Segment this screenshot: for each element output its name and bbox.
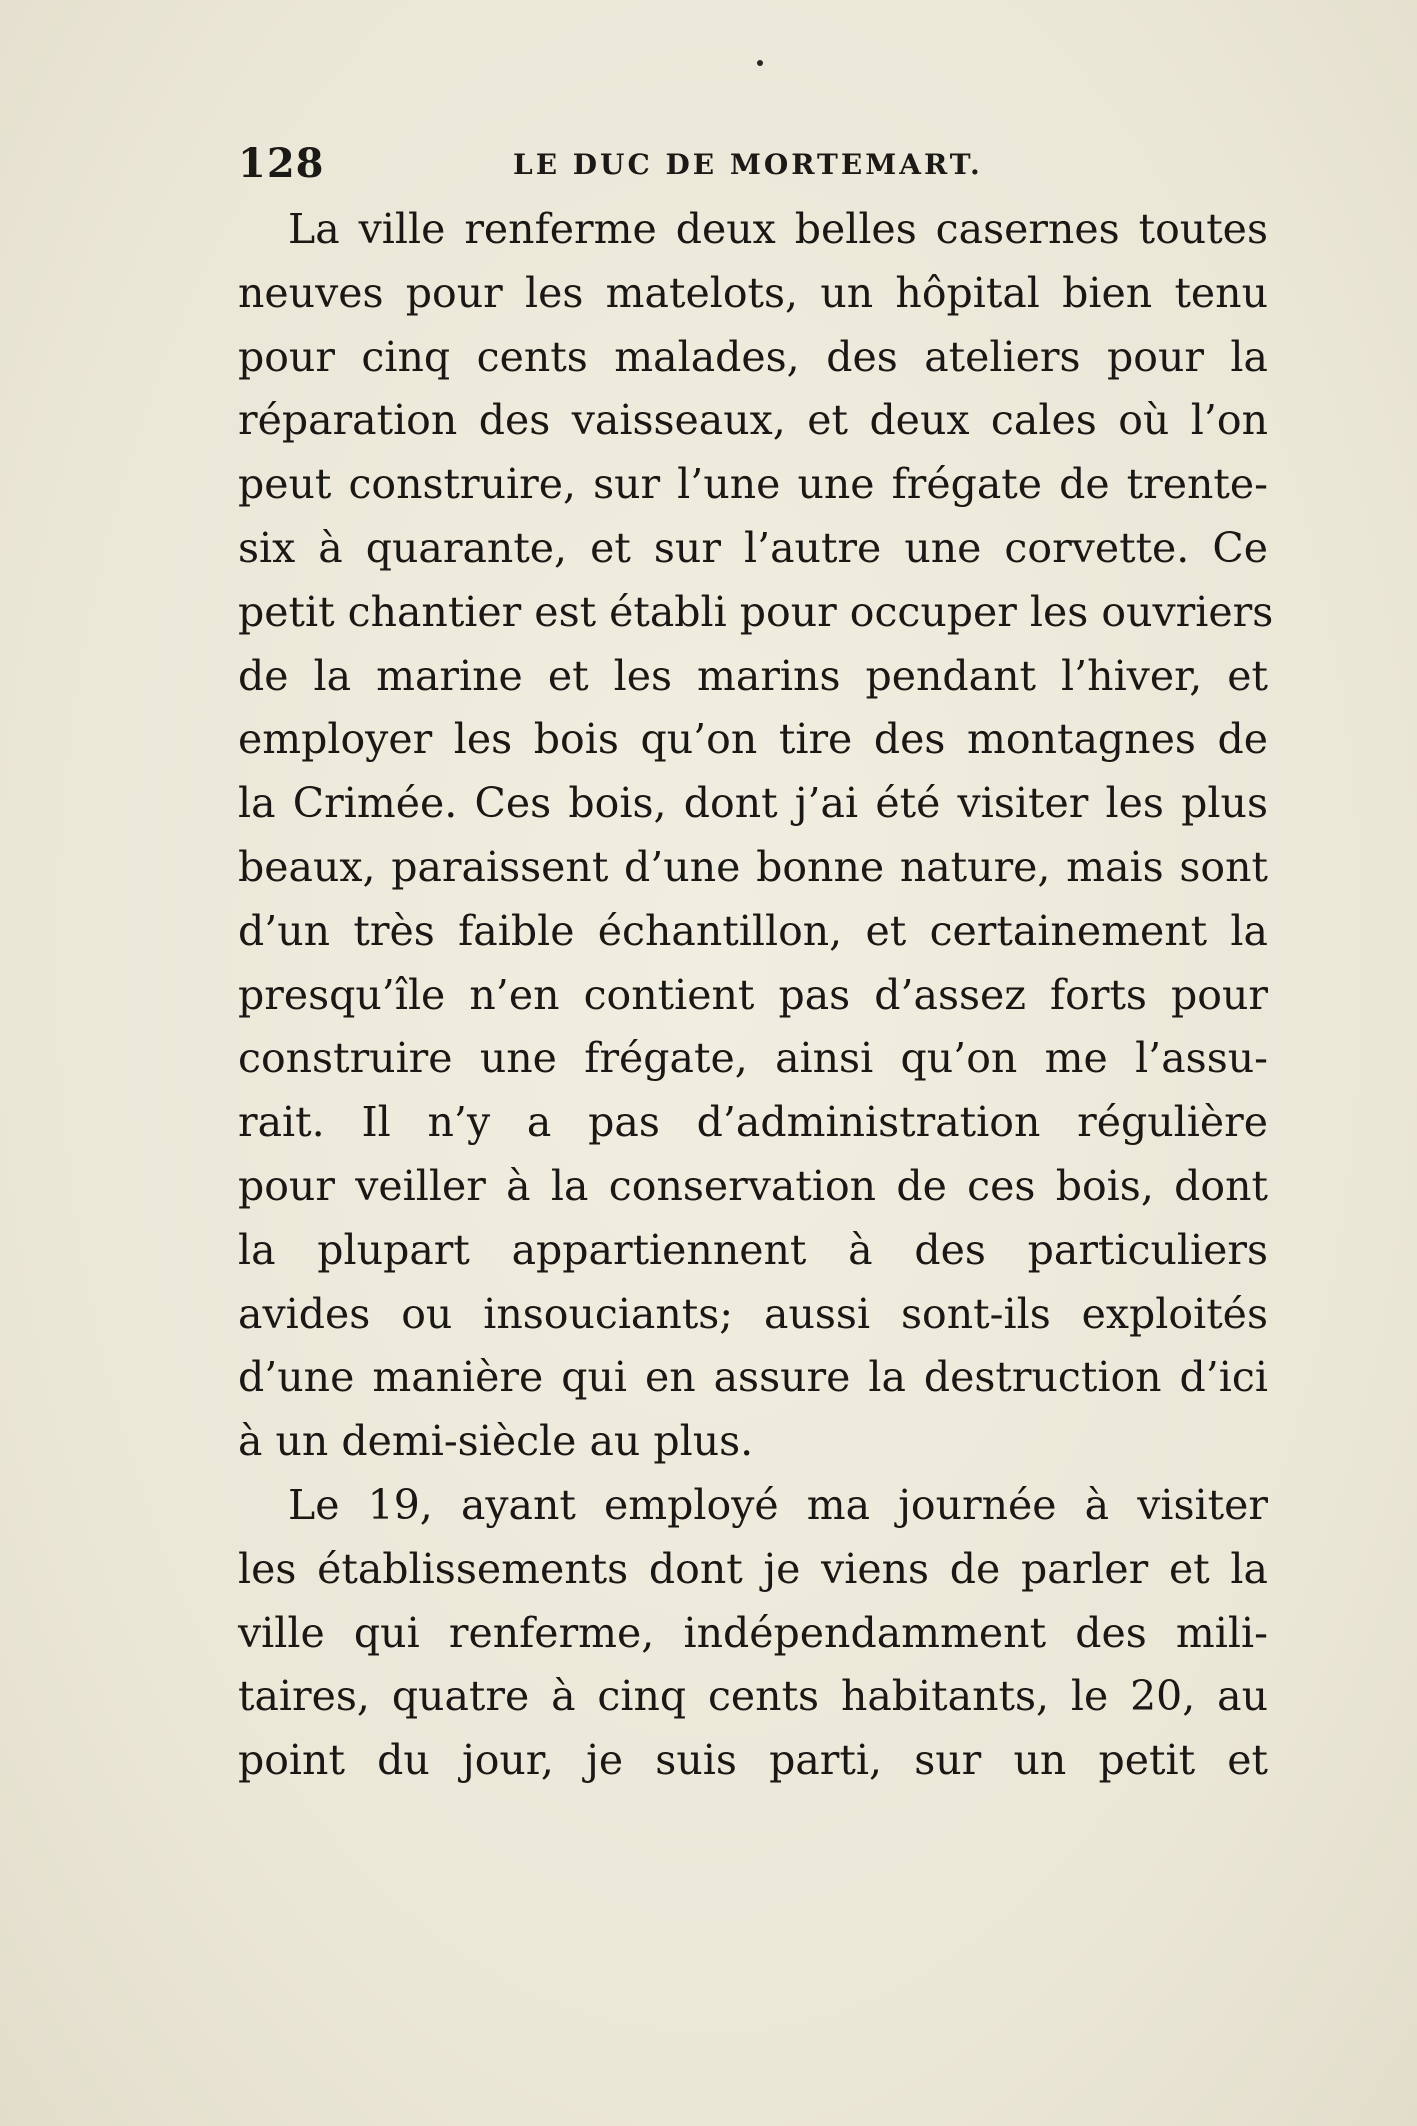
text-line: pour cinq cents malades, des ateliers pour la [238, 332, 1268, 381]
text-line: la plupart appartiennent à des particuliers [238, 1225, 1268, 1274]
text-line: peut construire, sur l’une une frégate de trente- [238, 460, 1268, 509]
text-line: réparation des vaisseaux, et deux cales où l’on [238, 396, 1268, 445]
text-line: six à quarante, et sur l’autre une corvette. Ce [238, 523, 1268, 572]
text-line: taires, quatre à cinq cents habitants, le 20, au [238, 1672, 1268, 1721]
text-line: de la marine et les marins pendant l’hiver, et [238, 651, 1268, 700]
text-line: beaux, paraissent d’une bonne nature, mais sont [238, 842, 1268, 891]
text-line: rait. Il n’y a pas d’administration régulière [238, 1098, 1268, 1147]
ink-speck [757, 60, 763, 66]
text-line: neuves pour les matelots, un hôpital bien tenu [238, 268, 1268, 317]
text-line: construire une frégate, ainsi qu’on me l’assu- [238, 1034, 1268, 1083]
text-line: Le 19, ayant employé ma journée à visiter [288, 1480, 1268, 1529]
text-line: d’un très faible échantillon, et certainement la [238, 906, 1268, 955]
text-line: point du jour, je suis parti, sur un petit et [238, 1736, 1268, 1785]
running-title: LE DUC DE MORTEMART. [513, 148, 983, 181]
text-line: à un demi-siècle au plus. [238, 1417, 754, 1466]
text-line: la Crimée. Ces bois, dont j’ai été visiter les plus [238, 779, 1268, 828]
paragraph-1 [238, 198, 1274, 1474]
text-line: presqu’île n’en contient pas d’assez forts pour [238, 970, 1268, 1019]
body-text [238, 198, 1274, 1793]
text-line: employer les bois qu’on tire des montagnes de [238, 715, 1268, 764]
text-line: pour veiller à la conservation de ces bois, dont [238, 1161, 1268, 1210]
text-line: petit chantier est établi pour occuper les ouvriers [238, 587, 1274, 636]
text-line: ville qui renferme, indépendamment des mili- [238, 1608, 1268, 1657]
text-line: les établissements dont je viens de parler et la [238, 1544, 1268, 1593]
page-header [238, 140, 1278, 190]
text-line: avides ou insouciants; aussi sont-ils exploités [238, 1289, 1268, 1338]
paragraph-2 [238, 1474, 1268, 1793]
text-line: d’une manière qui en assure la destruction d’ici [238, 1353, 1268, 1402]
text-line: La ville renferme deux belles casernes toutes [288, 205, 1268, 253]
page-number: 128 [238, 140, 325, 187]
